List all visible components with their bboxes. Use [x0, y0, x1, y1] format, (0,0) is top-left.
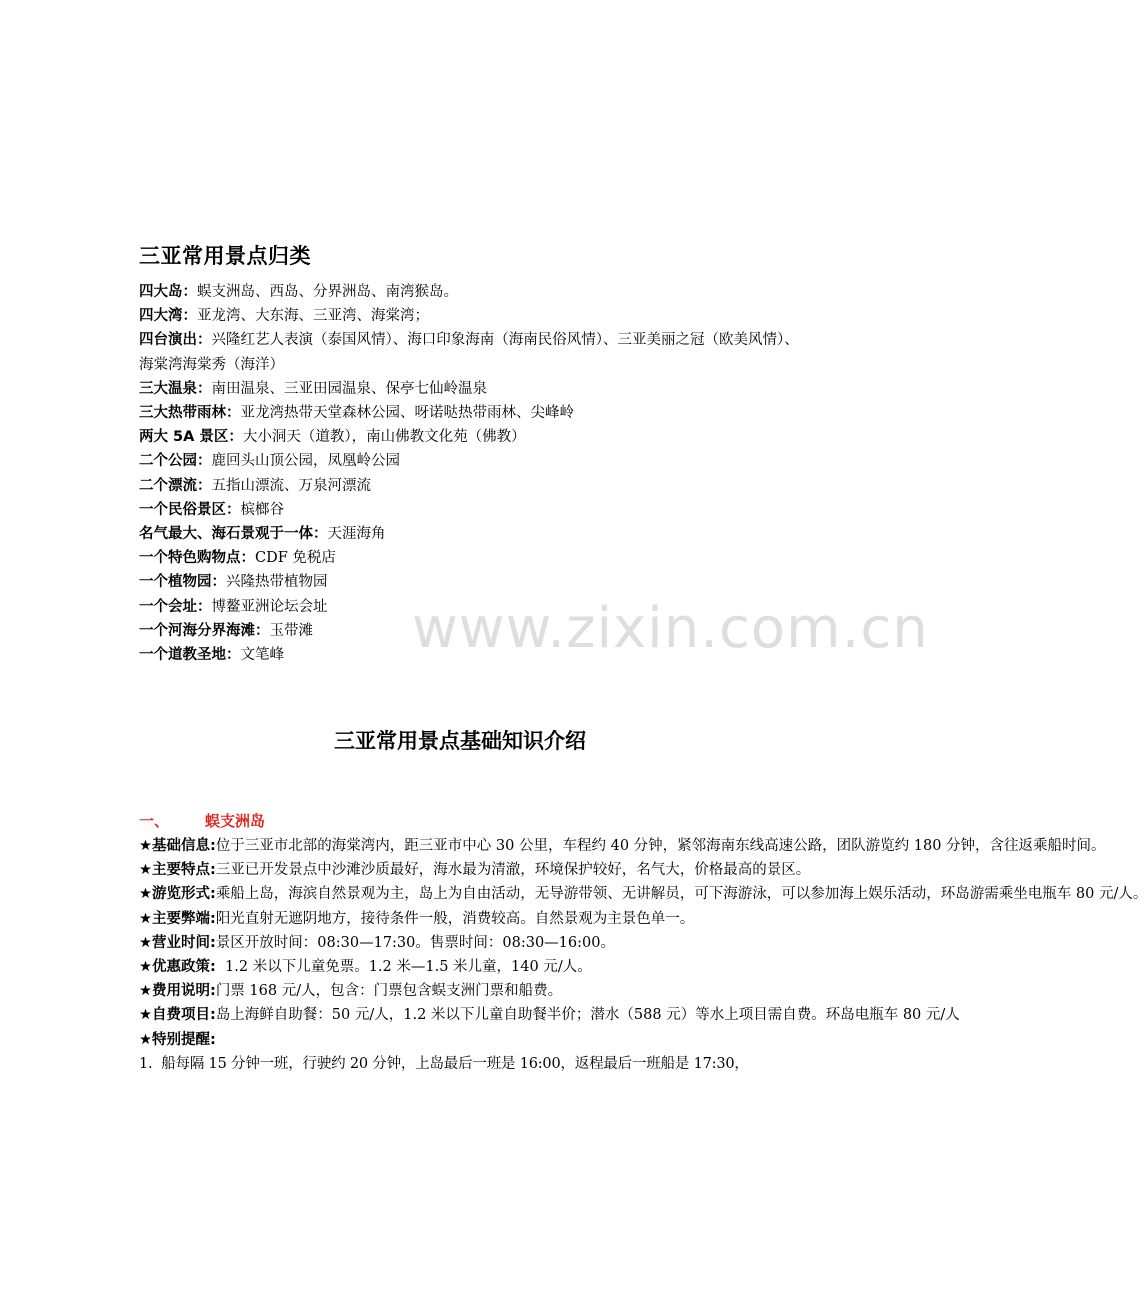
detail-item — [139, 834, 1106, 858]
item-text: 亚龙湾、大东海、三亚湾、海棠湾； — [197, 308, 429, 325]
item-label: 二个公园： — [139, 453, 212, 470]
item-text: CDF 免税店 — [255, 550, 336, 567]
detail-text: 阳光直射无遮阴地方，接待条件一般，消费较高。自然景观为主景色单一。 — [215, 910, 695, 927]
item-text: 南田温泉、三亚田园温泉、保亭七仙岭温泉 — [211, 380, 487, 397]
item-text: 兴隆红艺人表演（泰国风情）、海口印象海南（海南民俗风情）、三亚美丽之冠（欧美风情）、海棠湾海棠秀（海洋） — [139, 332, 799, 373]
detail-label: ★主要弊端: — [139, 910, 216, 927]
item-label: 四大岛： — [139, 284, 197, 300]
item-text: 玉带滩 — [269, 622, 313, 639]
detail-text: 位于三亚市北部的海棠湾内，距三亚市中心 30 公里，车程约 40 分钟，紧邻海南东线高速公路，团队游览约 180 分钟，含往返乘船时间。 — [215, 838, 1106, 854]
list-item — [139, 522, 799, 546]
detail-item — [139, 1028, 784, 1052]
list-item — [139, 280, 799, 304]
list-item — [139, 401, 799, 425]
detail-text: 景区开放时间：08:30—17:30。售票时间：08:30—16:00。 — [215, 934, 615, 951]
item-label: 三大热带雨林： — [139, 405, 241, 422]
item-text: 大小洞天（道教），南山佛教文化苑（佛教） — [242, 429, 526, 446]
detail-item — [139, 1052, 784, 1076]
detail-item — [139, 858, 811, 882]
detail-label: ★主要特点: — [139, 862, 216, 879]
section-heading — [139, 810, 265, 831]
detail-label: ★基础信息: — [139, 838, 216, 854]
item-text: 亚龙湾热带天堂森林公园、呀诺哒热带雨林、尖峰岭 — [240, 405, 574, 422]
list-item — [139, 377, 799, 401]
item-label: 四大湾： — [139, 308, 197, 325]
detail-item — [139, 955, 784, 979]
item-label: 名气最大、海石景观于一体： — [139, 526, 328, 543]
detail-label: ★自费项目: — [139, 1007, 216, 1024]
detail-item — [139, 882, 1147, 906]
section-name: 蜈支洲岛 — [205, 812, 266, 830]
section-number: 一、 — [139, 812, 170, 830]
page-title: 三亚常用景点归类 — [139, 244, 311, 268]
detail-text: 1.2 米以下儿童免票。1.2 米—1.5 米儿童，140 元/人。 — [215, 959, 592, 976]
list-item — [139, 304, 799, 328]
detail-label: ★营业时间: — [139, 934, 216, 951]
detail-label: ★费用说明: — [139, 983, 216, 1000]
detail-text: 门票 168 元/人，包含：门票包含蜈支洲门票和船费。 — [215, 983, 563, 1000]
item-label: 四台演出： — [139, 332, 212, 349]
detail-item — [139, 931, 784, 955]
item-text: 槟榔谷 — [240, 501, 284, 518]
item-label: 两大 5A 景区： — [139, 429, 243, 446]
detail-text: 岛上海鲜自助餐：50 元/人，1.2 米以下儿童自助餐半价；潜水（588 元）等水上项目需自费。环岛电瓶车 80 元/人 — [215, 1007, 960, 1024]
section-title: 三亚常用景点基础知识介绍 — [334, 729, 586, 753]
item-text: 文笔峰 — [240, 647, 284, 664]
watermark: www.zixin.com.cn — [412, 596, 929, 661]
item-label: 一个河海分界海滩： — [139, 622, 270, 639]
detail-text: 1. 船每隔 15 分钟一班，行驶约 20 分钟，上岛最后一班是 16:00，返程最后一班船是 17:30， — [139, 1055, 749, 1072]
detail-list — [139, 834, 1147, 1076]
detail-label: ★特别提醒: — [139, 1031, 216, 1048]
item-label: 一个特色购物点： — [139, 550, 255, 567]
list-item — [139, 449, 799, 473]
item-text: 兴隆热带植物园 — [226, 574, 328, 591]
item-text: 五指山漂流、万泉河漂流 — [211, 477, 371, 494]
list-item — [139, 425, 799, 449]
item-label: 一个会址： — [139, 598, 212, 615]
detail-label: ★游览形式: — [139, 886, 216, 903]
detail-item — [139, 1003, 960, 1027]
item-label: 二个漂流： — [139, 477, 212, 494]
list-item — [139, 474, 799, 498]
list-item — [139, 546, 799, 570]
item-text: 蜈支洲岛、西岛、分界洲岛、南湾猴岛。 — [197, 284, 458, 300]
list-item — [139, 570, 799, 594]
detail-text: 乘船上岛，海滨自然景观为主，岛上为自由活动，无导游带领、无讲解员，可下海游泳，可以参加海上娱乐活动，环岛游需乘坐电瓶车 80 元/人。 — [215, 886, 1147, 903]
item-text: 博鳌亚洲论坛会址 — [211, 598, 328, 615]
detail-label: ★优惠政策: — [139, 959, 216, 976]
item-text: 鹿回头山顶公园，凤凰岭公园 — [211, 453, 400, 470]
item-label: 一个植物园： — [139, 574, 226, 591]
list-item — [139, 328, 799, 376]
detail-item — [139, 979, 784, 1003]
item-text: 天涯海角 — [327, 526, 386, 543]
item-label: 三大温泉： — [139, 380, 212, 397]
item-label: 一个道教圣地： — [139, 647, 241, 664]
detail-item — [139, 907, 784, 931]
list-item — [139, 498, 799, 522]
detail-text: 三亚已开发景点中沙滩沙质最好，海水最为清澈，环境保护较好，名气大，价格最高的景区。 — [215, 862, 811, 879]
item-label: 一个民俗景区： — [139, 501, 241, 518]
